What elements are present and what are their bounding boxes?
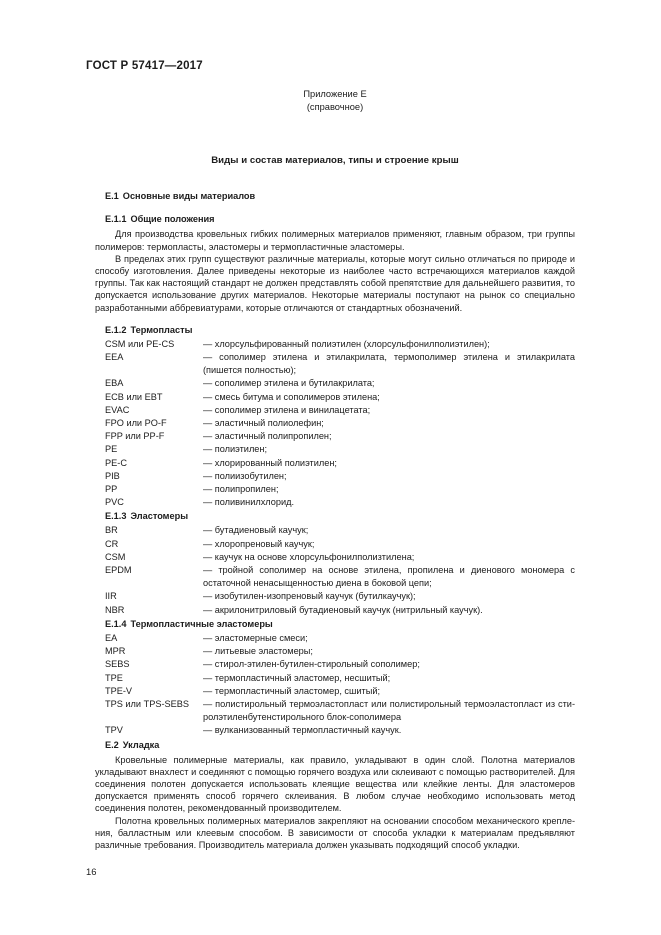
list-item xyxy=(95,496,575,509)
definition: — тройной сополимер на основе этилена, пропилена и диенового мономера с остаточной ненасыщенностью диена в боковой цепи; xyxy=(203,565,575,589)
list-item xyxy=(95,404,575,417)
list-item xyxy=(95,658,575,671)
list-item xyxy=(95,685,575,698)
paragraph-e2-2: Полотна кровельных полимерных материалов закрепляют на основании способом механического крепления, балластным или клеевым способом. В зависимости от способа укладки к материалам предъявляют различные требования. Производитель материала должен указывать подходящий способ укладки. xyxy=(95,815,575,850)
heading-e1-text: Основные виды материалов xyxy=(122,191,256,202)
list-item xyxy=(95,672,575,685)
term: CSM xyxy=(105,551,126,562)
list-item xyxy=(95,698,575,724)
term: PE xyxy=(105,444,118,455)
definition: — стирол-этилен-бутилен-стирольный сополимер; xyxy=(203,659,420,670)
heading-e11 xyxy=(95,212,575,226)
heading-e12-text: Термопласты xyxy=(130,324,193,335)
definition: — эластичный полипропилен; xyxy=(203,431,332,442)
definition-list-e14 xyxy=(95,632,575,738)
heading-e14-text: Термопластичные эластомеры xyxy=(130,618,273,629)
list-item xyxy=(95,417,575,430)
definition: — сополимер этилена и бутилакрилата; xyxy=(203,378,375,389)
definition: — термопластичный эластомер, несшитый; xyxy=(203,672,391,683)
list-item xyxy=(95,524,575,537)
term: TPE xyxy=(105,672,123,683)
term: CR xyxy=(105,538,119,549)
page-number: 16 xyxy=(86,866,97,877)
term: ECB или EBT xyxy=(105,391,163,402)
list-item xyxy=(95,351,575,377)
heading-e2-number: E.2 xyxy=(105,739,119,750)
paragraph-e2-1: Кровельные полимерные материалы, как правило, укладывают в один слой. Полотна материалов укладывают внахлест и соединяют с помощью горячего воздуха или склеивают с помощью растворителей. Для соединения полотен допускается использовать клеящие вещества или клейкие ленты. Для эластомеров допускается применять способ горячего склеивания. В любом случае необходимо использовать метод соединения полотен, рекомендованный производителем. xyxy=(95,754,575,814)
definition: — эластичный полиолефин; xyxy=(203,418,324,429)
definition: — смесь битума и сополимеров этилена; xyxy=(203,391,380,402)
list-item xyxy=(95,645,575,658)
heading-e13-text: Эластомеры xyxy=(130,511,189,522)
definition: — литьевые эластомеры; xyxy=(203,646,313,657)
document-body xyxy=(95,88,575,851)
heading-e2-text: Укладка xyxy=(122,739,160,750)
term: PVC xyxy=(105,497,124,508)
page-title: Виды и состав материалов, типы и строение крыш xyxy=(211,155,459,167)
definition: — хлоропреновый каучук; xyxy=(203,538,315,549)
list-item xyxy=(95,443,575,456)
heading-e11-number: E.1.1 xyxy=(105,214,127,225)
document-header: ГОСТ Р 57417—2017 xyxy=(86,60,203,72)
definition: — каучук на основе хлорсульфонилполизтилена; xyxy=(203,551,415,562)
term: EPDM xyxy=(105,565,132,576)
definition: — вулканизованный термопластичный каучук. xyxy=(203,725,402,736)
term: TPV xyxy=(105,725,123,736)
definition: — поливинилхлорид. xyxy=(203,497,295,508)
definition: — хлорсульфированный полиэтилен (хлорсульфонилполиэтилен); xyxy=(203,338,490,349)
list-item xyxy=(95,724,575,737)
heading-e13 xyxy=(95,509,575,523)
term: EEA xyxy=(105,352,124,363)
annex-label: Приложение Е xyxy=(303,89,367,99)
definition: — сополимер этилена и винилацетата; xyxy=(203,404,371,415)
list-item xyxy=(95,551,575,564)
list-item xyxy=(95,590,575,603)
heading-e2 xyxy=(95,738,575,752)
definition: — акрилонитриловый бутадиеновый каучук (нитрильный каучук). xyxy=(203,604,483,615)
definition: — бутадиеновый каучук; xyxy=(203,525,309,536)
definition-list-e12 xyxy=(95,338,575,510)
annex-kind: (справочное) xyxy=(306,102,364,113)
term: BR xyxy=(105,525,118,536)
definition: — термопластичный эластомер, сшитый; xyxy=(203,685,381,696)
list-item xyxy=(95,338,575,351)
term: EA xyxy=(105,632,118,643)
definition: — полипропилен; xyxy=(203,484,279,495)
list-item xyxy=(95,457,575,470)
term: PIB xyxy=(105,470,120,481)
list-item xyxy=(95,632,575,645)
heading-e1-number: E.1 xyxy=(105,191,119,202)
list-item xyxy=(95,538,575,551)
heading-e12-number: E.1.2 xyxy=(105,324,127,335)
list-item xyxy=(95,483,575,496)
list-item xyxy=(95,377,575,390)
list-item xyxy=(95,564,575,590)
term: FPO или PO-F xyxy=(105,418,167,429)
term: SEBS xyxy=(105,659,130,670)
term: PP xyxy=(105,484,118,495)
heading-e11-text: Общие положения xyxy=(130,214,215,225)
list-item xyxy=(95,604,575,617)
term: IIR xyxy=(105,591,117,602)
term: CSM или PE-CS xyxy=(105,338,175,349)
list-item xyxy=(95,470,575,483)
definition: — хлорированный полиэтилен; xyxy=(203,457,337,468)
heading-e13-number: E.1.3 xyxy=(105,511,127,522)
definition: — эластомерные смеси; xyxy=(203,632,308,643)
definition: — полиизобутилен; xyxy=(203,470,287,481)
term: TPE-V xyxy=(105,685,133,696)
term: EBA xyxy=(105,378,124,389)
term: NBR xyxy=(105,604,125,615)
definition: — изобутилен-изопреновый каучук (бутилкаучук); xyxy=(203,591,416,602)
heading-e12 xyxy=(95,323,575,337)
term: PE-C xyxy=(105,457,127,468)
definition-list-e13 xyxy=(95,524,575,616)
term: MPR xyxy=(105,646,126,657)
definition: — полистирольный термоэластопласт или полистирольный термоэластопласт из стиролэтиленбутенстирольного блок-сополимера xyxy=(203,698,575,723)
list-item xyxy=(95,430,575,443)
heading-e1 xyxy=(95,189,575,203)
heading-e14-number: E.1.4 xyxy=(105,618,127,629)
term: FPP или PP-F xyxy=(105,431,165,442)
list-item xyxy=(95,391,575,404)
term: TPS или TPS-SEBS xyxy=(105,698,190,709)
term: EVAC xyxy=(105,404,130,415)
paragraph-e11-1: Для производства кровельных гибких полимерных материалов применяют, главным образом, три группы полимеров: термопласты, эластомеры и термопластичные эластомеры. xyxy=(95,229,575,252)
paragraph-e11-2: В пределах этих групп существуют различные материалы, которые могут сильно отличаться по природе и способу изготовления. Далее приведены некоторые из наиболее часто встречающихся материалов каждой группы. Так как настоящий стандарт не должен представлять собой препятствие для дальнейшего развития, то допускается использование других материалов. Некоторые материалы поступают на рынок со специально разработанными аббревиатурами, которые отличаются от стандартных обозначений. xyxy=(95,253,575,313)
definition: — полиэтилен; xyxy=(203,444,268,455)
heading-e14 xyxy=(95,617,575,631)
definition: — сополимер этилена и этилакрилата, термополимер этилена и этилакрилата (пишется полностью); xyxy=(203,352,575,376)
